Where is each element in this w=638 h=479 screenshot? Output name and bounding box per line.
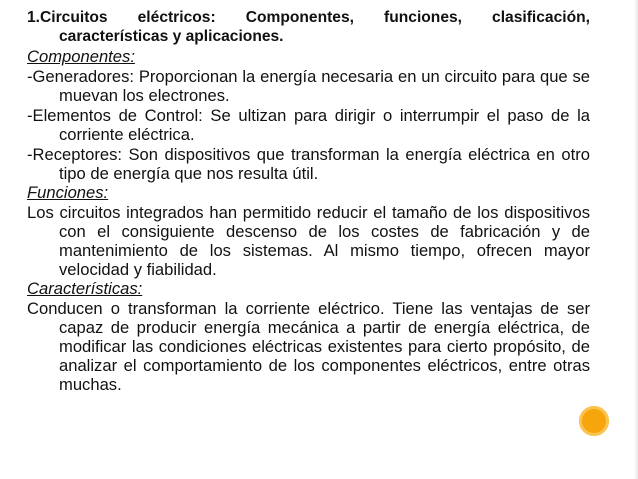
slide-title: 1.Circuitos eléctricos: Componentes, funciones, clasificación, características y aplicaciones. <box>27 9 590 45</box>
paragraph-generadores: -Generadores: Proporcionan la energía necesaria en un circuito para que se muevan los electrones. <box>27 67 590 105</box>
paragraph-funciones: Los circuitos integrados han permitido reducir el tamaño de los dispositivos con el consiguiente descenso de los costes de fabricación y de mantenimiento de los sistemas. Al mismo tiempo, ofrecen mayor velocidad y fiabilidad. <box>27 203 590 279</box>
paragraph-receptores: -Receptores: Son dispositivos que transforman la energía eléctrica en otro tipo de energía que nos resulta útil. <box>27 145 590 183</box>
section-heading-componentes: Componentes: <box>27 47 135 66</box>
slide-content <box>27 8 590 394</box>
accent-circle-icon <box>579 406 609 436</box>
slide-edge-shadow <box>634 0 638 479</box>
paragraph-elementos-de-control: -Elementos de Control: Se ultizan para dirigir o interrumpir el paso de la corriente eléctrica. <box>27 106 590 144</box>
section-heading-funciones: Funciones: <box>27 183 109 202</box>
section-heading-caracteristicas: Características: <box>27 279 143 298</box>
paragraph-caracteristicas: Conducen o transforman la corriente eléctrico. Tiene las ventajas de ser capaz de producir energía mecánica a partir de energía eléctrica, de modificar las condiciones eléctricas existentes para cierto propósito, de analizar el comportamiento de los componentes eléctricos, entre otras muchas. <box>27 299 590 394</box>
